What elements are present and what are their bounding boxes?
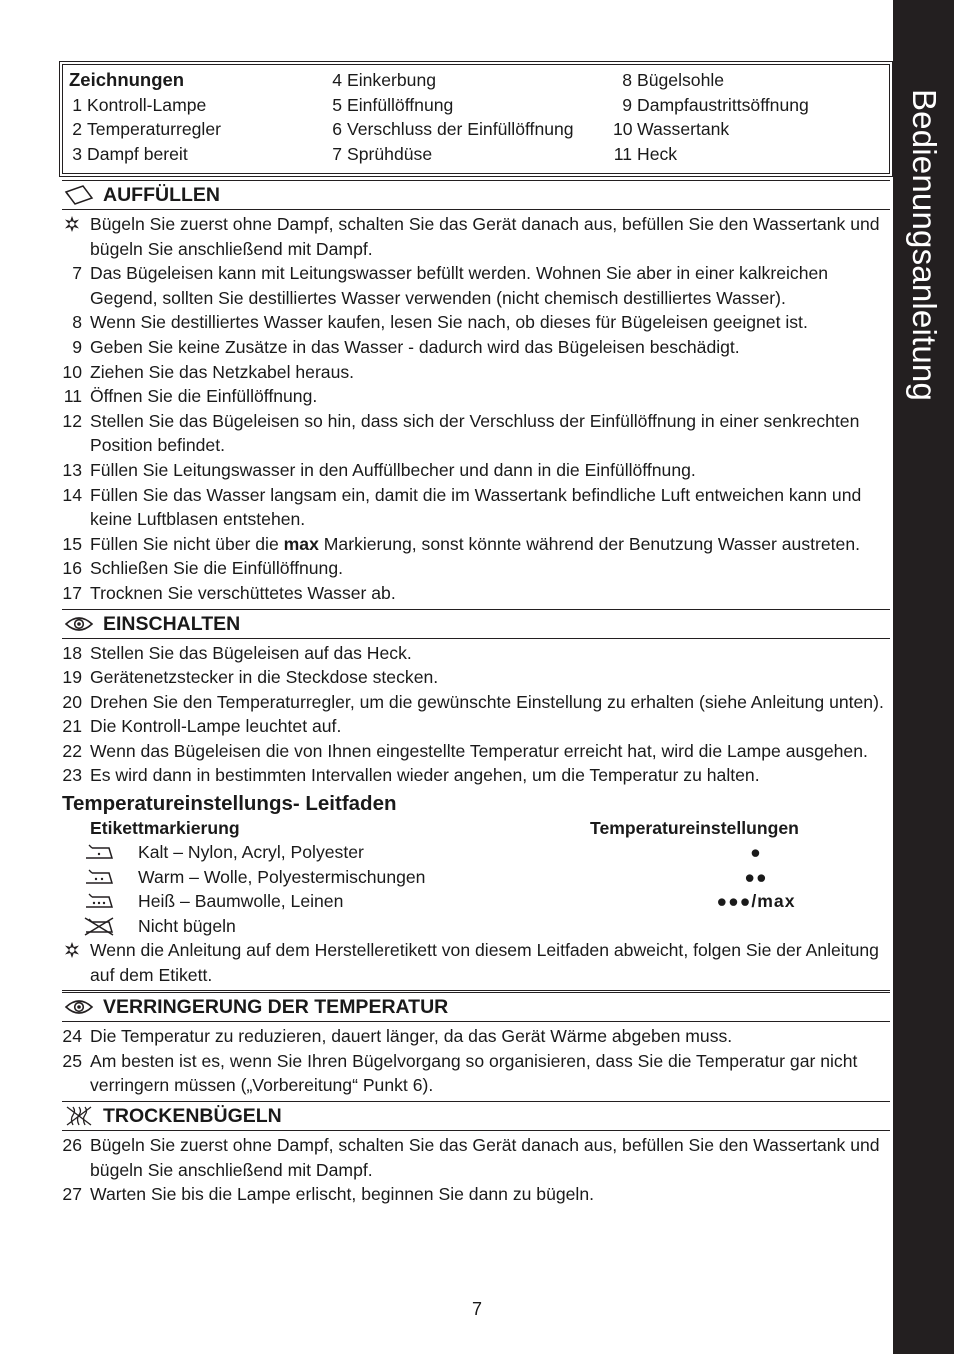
tip-star-icon xyxy=(62,212,82,261)
drawings-title: Zeichnungen xyxy=(69,69,185,90)
switch-on-steps xyxy=(62,641,890,789)
step-item: 26 Bügeln Sie zuerst ohne Dampf, schalten Sie das Gerät danach aus, befüllen Sie den Wassertank und bügeln Sie anschließend mit Dampf. xyxy=(62,1135,880,1180)
section-dry-iron-heading: TROCKENBÜGELN xyxy=(62,1101,890,1131)
eye-icon xyxy=(62,995,96,1019)
drawing-item: 3 Dampf bereit xyxy=(72,143,188,164)
temp-row: Warm – Wolle, Polyestermischungen ●● xyxy=(62,865,890,890)
drawing-item: 10 Wassertank xyxy=(613,119,730,139)
temp-guide-title: Temperatureinstellungs- Leitfaden xyxy=(62,792,397,816)
step-item: 19 Gerätenetzstecker in die Steckdose stecken. xyxy=(62,667,439,688)
reduce-temp-steps xyxy=(62,1024,890,1098)
step-item: 13 Füllen Sie Leitungswasser in den Auffüllbecher und dann in die Einfüllöffnung. xyxy=(62,459,696,480)
step-item: 25 Am besten ist es, wenn Sie Ihren Bügelvorgang so organisieren, dass Sie die Temperatur gar nicht verringern müssen („Vorbereitung“ Punkt 6). xyxy=(62,1050,858,1096)
iron-crossed-icon xyxy=(60,916,138,936)
drawing-item: 5 Einfüllöffnung xyxy=(332,94,454,115)
col-label-heading: Etikettmarkierung xyxy=(90,818,240,839)
temp-guide-tip xyxy=(62,938,890,987)
step-item: 14 Füllen Sie das Wasser langsam ein, damit die im Wassertank befindliche Luft entweichen kann und keine Luftblasen entstehen. xyxy=(62,484,862,530)
iron-two-dots-icon xyxy=(60,868,138,886)
temp-row: Nicht bügeln xyxy=(62,914,890,939)
iron-three-dots-icon xyxy=(60,892,138,910)
drawing-item: 4 Einkerbung xyxy=(332,70,437,90)
section-fill-heading: AUFFÜLLEN xyxy=(62,180,890,210)
temp-guide-header xyxy=(62,817,890,840)
step-item: 21 Die Kontroll-Lampe leuchtet auf. xyxy=(62,716,342,737)
drawing-item: 8 Bügelsohle xyxy=(622,70,725,90)
step-item: 18 Stellen Sie das Bügeleisen auf das Heck. xyxy=(62,642,412,663)
step-item: 22 Wenn das Bügeleisen die von Ihnen eingestellte Temperatur erreicht hat, wird die Lampe ausgehen. xyxy=(62,740,868,761)
step-item: 16 Schließen Sie die Einfüllöffnung. xyxy=(62,558,343,579)
temp-row: Kalt – Nylon, Acryl, Polyester ● xyxy=(62,840,890,865)
step-item: 17 Trocknen Sie verschüttetes Wasser ab. xyxy=(62,582,396,603)
tip-item: Bügeln Sie zuerst ohne Dampf, schalten Sie das Gerät danach aus, befüllen Sie den Wassertank und bügeln Sie anschließend mit Dampf. xyxy=(62,212,890,261)
iron-one-dot-icon xyxy=(60,843,138,861)
step-item: 15 Füllen Sie nicht über die max Markierung, sonst könnte während der Benutzung Wasser austreten. xyxy=(62,533,861,554)
crossed-steam-icon xyxy=(62,1104,96,1128)
page-number: 7 xyxy=(471,1299,482,1319)
step-item: 11 Öffnen Sie die Einfüllöffnung. xyxy=(63,386,318,407)
step-item: 12 Stellen Sie das Bügeleisen so hin, dass sich der Verschluss der Einfüllöffnung in einer senkrechten Position befindet. xyxy=(62,410,860,456)
step-item: 20 Drehen Sie den Temperaturregler, um die gewünschte Einstellung zu erhalten (siehe Anleitung unten). xyxy=(62,691,884,712)
step-item: 27 Warten Sie bis die Lampe erlischt, beginnen Sie dann zu bügeln. xyxy=(62,1184,595,1205)
col-setting-heading: Temperatureinstellungen xyxy=(590,818,799,839)
fill-steps xyxy=(62,212,890,606)
drawing-item: 7 Sprühdüse xyxy=(332,143,433,164)
step-item: 7 Das Bügeleisen kann mit Leitungswasser befüllt werden. Wohnen Sie aber in einer kalkreichen Gegend, sollten Sie destilliertes Wasser verwenden (nicht chemisch destilliertes Wasser). xyxy=(72,263,829,308)
drawing-item: 2 Temperaturregler xyxy=(72,119,221,139)
drawings-col-1 xyxy=(69,68,221,166)
max-label: max xyxy=(283,533,319,554)
drawing-item: 6 Verschluss der Einfüllöffnung xyxy=(332,119,574,139)
drawing-item: 9 Dampfaustrittsöffnung xyxy=(622,94,809,115)
drawing-item: 1 Kontroll-Lampe xyxy=(72,94,207,115)
section-reduce-temp-heading: VERRINGERUNG DER TEMPERATUR xyxy=(62,990,890,1022)
dry-iron-steps xyxy=(62,1133,890,1207)
drawings-col-3 xyxy=(613,68,809,166)
step-item: 24 Die Temperatur zu reduzieren, dauert länger, da das Gerät Wärme abgeben muss. xyxy=(62,1026,733,1047)
tip-star-icon xyxy=(62,938,82,987)
drawings-col-2 xyxy=(332,68,574,166)
drawings-box xyxy=(62,64,890,174)
temp-row: Heiß – Baumwolle, Leinen ●●●/max xyxy=(62,889,890,914)
drawing-item: 11 Heck xyxy=(613,143,678,164)
step-item: 9 Geben Sie keine Zusätze in das Wasser - dadurch wird das Bügeleisen beschädigt. xyxy=(72,336,740,357)
page-content xyxy=(62,64,890,1207)
tip-item: Wenn die Anleitung auf dem Herstelleretikett von diesem Leitfaden abweicht, folgen Sie der Anleitung auf dem Etikett. xyxy=(62,938,890,987)
step-item: 10 Ziehen Sie das Netzkabel heraus. xyxy=(62,361,355,382)
water-cup-icon xyxy=(62,183,96,207)
step-item: 23 Es wird dann in bestimmten Intervallen wieder angehen, um die Temperatur zu halten. xyxy=(62,765,760,786)
section-switch-on-heading: EINSCHALTEN xyxy=(62,609,890,639)
eye-icon xyxy=(62,612,96,636)
step-item: 8 Wenn Sie destilliertes Wasser kaufen, lesen Sie nach, ob dieses für Bügeleisen geeignet ist. xyxy=(72,312,808,333)
